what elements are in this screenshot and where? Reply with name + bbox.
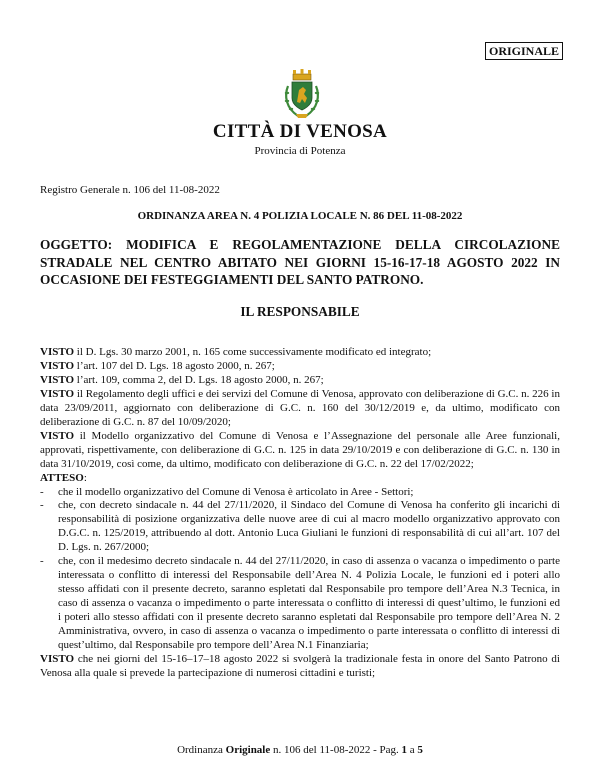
original-stamp: ORIGINALE [485, 42, 563, 60]
bold-run: VISTO [40, 346, 75, 358]
body-paragraph [40, 360, 560, 374]
bold-run: VISTO [40, 359, 75, 372]
list-item [40, 555, 560, 653]
province-name: Provincia di Potenza [254, 145, 346, 157]
text-run: il Modello organizzativo del Comune di Venosa e l’Assegnazione del personale alle Aree funzionali, approvati, rispettivamente, con deliberazione di G.C. n. 125 in data 29/10/2019 e con deliberazione di G.C. n. 130 in data 31/10/2019, così come, da ultimo, modificato con deliberazione di G.C. n. 22 del 17/02/2022; [40, 429, 560, 470]
municipal-crest-icon [282, 68, 322, 120]
text-run: che, con il medesimo decreto sindacale n. 44 del 27/11/2020, in caso di assenza o vacanza o impedimento o parte interessata o conflitto di interessi del Responsabile dell’Area N. 4 Polizia Locale, le funzioni ed i poteri allo stesso affidati con il presente decreto, saranno espletati dal Responsabile pro tempore dell’Area N.3 Tecnica, in caso di assenza o vacanza o impedimento o parte interessata o conflitto di interessi di quest’ultimo, le funzioni ed i poteri allo stesso affidati con il presente decreto saranno espletati dal Responsabile pro tempore dell’Area N. 2 Amministrativa, ovvero, in caso di assenza o vacanza o impedimento o parte interessata o conflitto di interessi di quest’ultimo, dal Responsabile pro tempore dell’Area N.1 Finanziaria; [58, 555, 560, 652]
bold-run: VISTO [40, 429, 75, 442]
body-paragraph [40, 430, 560, 472]
document-body [40, 346, 560, 681]
bold-run: VISTO [40, 652, 75, 665]
responsible-heading: IL RESPONSABILE [240, 304, 360, 319]
dash-marker: - [40, 499, 44, 512]
body-paragraph [40, 653, 560, 681]
text-run: l’art. 109, comma 2, del D. Lgs. 18 agosto 2000, n. 267; [74, 373, 324, 386]
text-run: l’art. 107 del D. Lgs. 18 agosto 2000, n. 267; [74, 359, 275, 372]
text-run: il D. Lgs. 30 marzo 2001, n. 165 come successivamente modificato ed integrato; [74, 346, 432, 358]
text-run: Ordinanza [177, 744, 226, 756]
text-run: a [407, 744, 418, 756]
bold-run: VISTO [40, 373, 75, 386]
bold-run: 5 [417, 744, 423, 756]
dash-marker: - [40, 485, 44, 498]
list-item [40, 486, 560, 500]
text-run: che nei giorni del 15-16–17–18 agosto 2022 si svolgerà la tradizionale festa in onore del Santo Patrono di Venosa alla quale si prevede la partecipazione di numerosi cittadini e turisti; [40, 652, 560, 679]
bold-run: VISTO [40, 387, 75, 400]
text-run: che il modello organizzativo del Comune di Venosa è articolato in Aree - Settori; [58, 485, 414, 498]
dash-marker: - [40, 555, 44, 568]
city-name: CITTÀ DI VENOSA [212, 121, 388, 142]
text-run: : [83, 471, 87, 484]
body-paragraph [40, 374, 560, 388]
bold-run: Originale [225, 744, 271, 756]
text-run: che, con decreto sindacale n. 44 del 27/11/2020, il Sindaco del Comune di Venosa ha conferito gli incarichi di responsabilità di posizione organizzativa delle nuove aree di cui al macro modello organizzativo approvato con D.G.C. n. 125/2019, attribuendo al dott. Antonio Luca Giuliani le funzioni di responsabilità di cui all’art. 107 del D. Lgs. n. 267/2000; [58, 499, 560, 554]
list-item [40, 499, 560, 555]
text-run: n. 106 del 11-08-2022 - Pag. [270, 744, 402, 756]
bold-run: ATTESO [40, 471, 84, 484]
body-paragraph [40, 346, 560, 360]
bold-run: 1 [401, 744, 408, 756]
ordinance-title: ORDINANZA AREA N. 4 POLIZIA LOCALE N. 86 DEL 11-08-2022 [137, 210, 463, 222]
page-footer [0, 743, 600, 757]
register-number: Registro Generale n. 106 del 11-08-2022 [40, 184, 220, 196]
body-paragraph [40, 388, 560, 430]
body-paragraph [40, 472, 560, 486]
text-run: il Regolamento degli uffici e dei servizi del Comune di Venosa, approvato con deliberazione di G.C. n. 226 in data 23/09/2011, aggiornato con deliberazione di G.C. n. 160 del 30/12/2019 e, da ultimo, modificato con deliberazione di G.C. n. 87 del 10/09/2020; [40, 387, 560, 428]
subject-paragraph: OGGETTO: MODIFICA E REGOLAMENTAZIONE DELLA CIRCOLAZIONE STRADALE NEL CENTRO ABITATO NEI GIORNI 15-16-17-18 AGOSTO 2022 IN OCCASIONE DEI FESTEGGIAMENTI DEL SANTO PATRONO. [40, 237, 560, 287]
